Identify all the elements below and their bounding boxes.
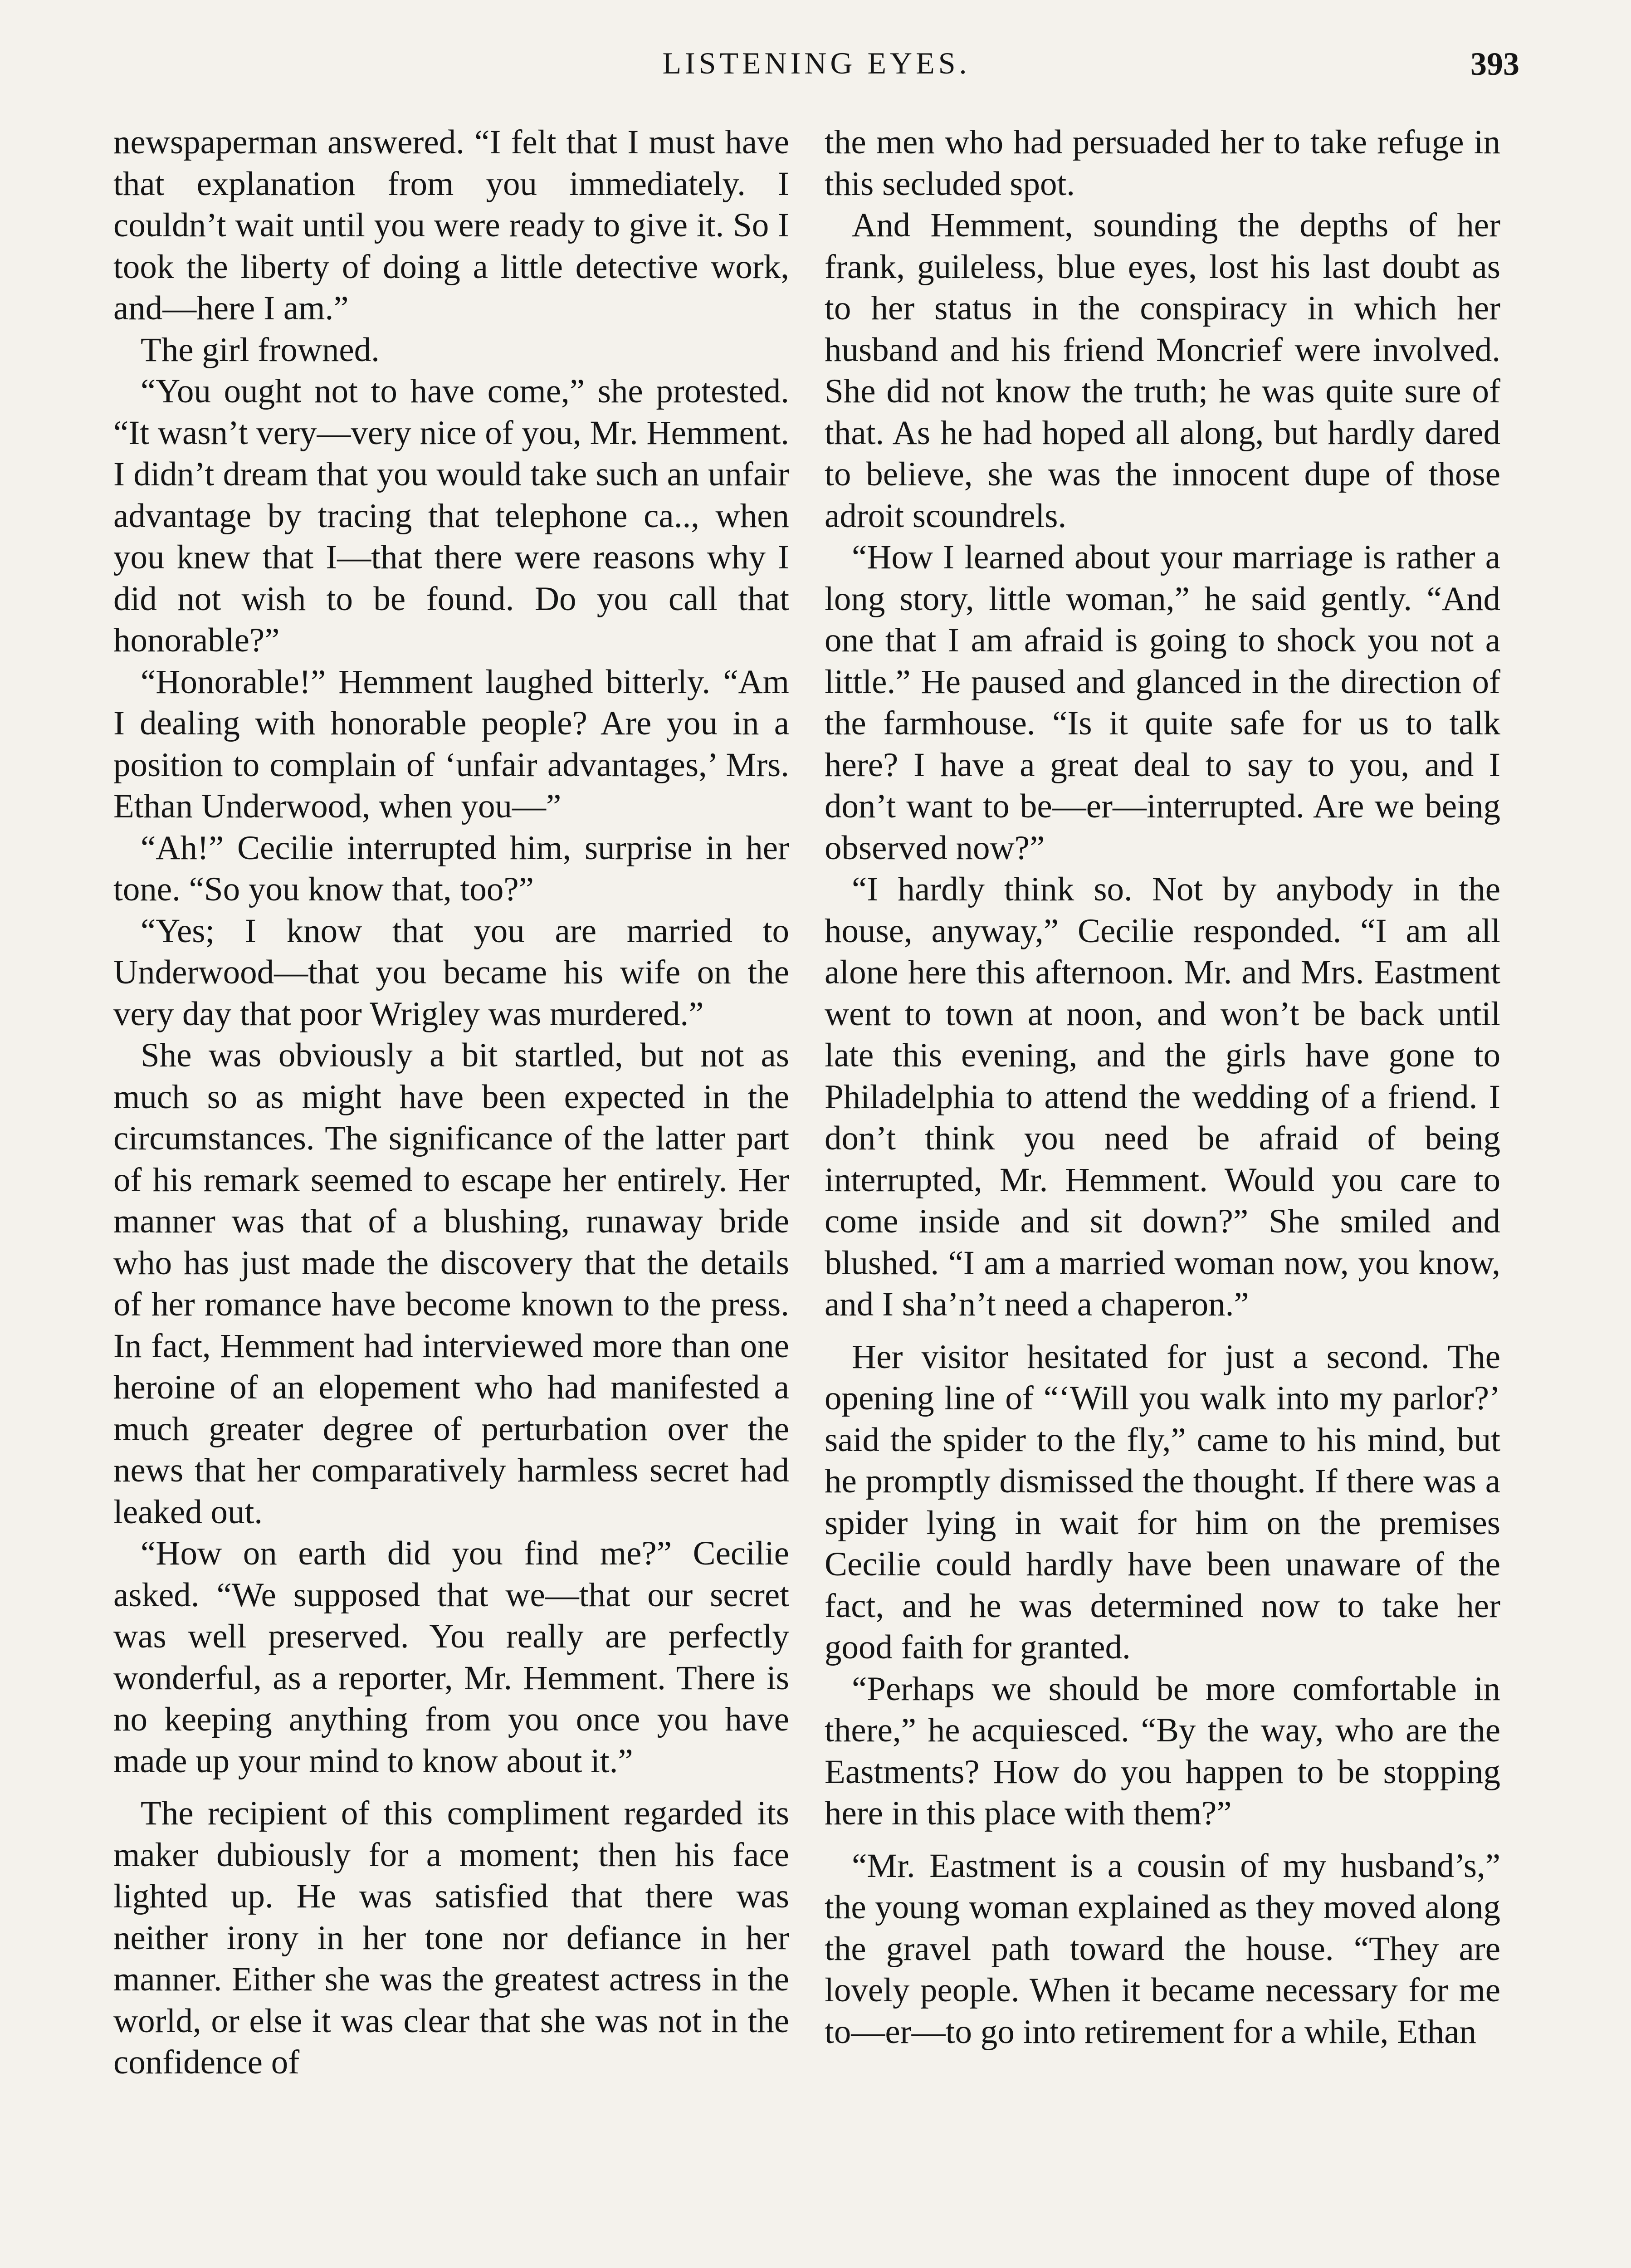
page-header	[113, 45, 1519, 95]
paragraph: “You ought not to have come,” she protested. “It wasn’t very—very nice of you, Mr. Hemment. I didn’t dream that you would take such an unfair advantage by tracing that telephone ca.., when you knew that I—that there were reasons why I did not wish to be found. Do you call that honorable?”	[113, 372, 789, 659]
paragraph: The recipient of this compliment regarded its maker dubiously for a moment; then his face lighted up. He was satisfied that there was neither irony in her tone nor defiance in her manner. Either she was the greatest actress in the world, or else it was clear that she was not in the confidence of	[113, 1794, 789, 2081]
paragraph: the men who had persuaded her to take refuge in this secluded spot.	[825, 123, 1500, 203]
paragraph: The girl frowned.	[141, 331, 380, 369]
paragraph: “I hardly think so. Not by anybody in the house, anyway,” Cecilie responded. “I am all alone here this afternoon. Mr. and Mrs. Eastment went to town at noon, and won’t be back until late this evening, and the girls have gone to Philadelphia to attend the wedding of a friend. I don’t think you need be afraid of being interrupted, Mr. Hemment. Would you care to come inside and sit down?” She smiled and blushed. “I am a married woman now, you know, and I sha’n’t need a chaperon.”	[825, 870, 1500, 1323]
paragraph: “Yes; I know that you are married to Underwood—that you became his wife on the very day that poor Wrigley was murdered.”	[113, 912, 789, 1033]
paragraph: “Ah!” Cecilie interrupted him, surprise in her tone. “So you know that, too?”	[113, 829, 789, 908]
paragraph: newspaperman answered. “I felt that I must have that explanation from you immediately. I couldn’t wait until you were ready to give it. So I took the liberty of doing a little detective work, and—here I am.”	[113, 123, 789, 327]
page-number: 393	[1470, 46, 1519, 82]
paragraph: “How I learned about your marriage is rather a long story, little woman,” he said gently. “And one that I am afraid is going to shock you not a little.” He paused and glanced in the direction of the farmhouse. “Is it quite safe for us to talk here? I have a great deal to say to you, and I don’t want to be—er—interrupted. Are we being observed now?”	[825, 538, 1500, 867]
paragraph: And Hemment, sounding the depths of her frank, guileless, blue eyes, lost his last doubt as to her status in the conspiracy in which her husband and his friend Moncrief were involved. She did not know the truth; he was quite sure of that. As he had hoped all along, but hardly dared to believe, she was the innocent dupe of those adroit scoundrels.	[825, 206, 1500, 535]
paragraph: “Mr. Eastment is a cousin of my husband’s,” the young woman explained as they moved along the gravel path toward the house. “They are lovely people. When it became necessary for me to—er—to go into retirement for a while, Ethan	[825, 1847, 1500, 2051]
right-column	[825, 122, 1500, 2053]
paragraph: She was obviously a bit startled, but not as much so as might have been expected in the circumstances. The significance of the latter part of his remark seemed to escape her entirely. Her manner was that of a blushing, runaway bride who has just made the discovery that the details of her romance have become known to the press. In fact, Hemment had interviewed more than one heroine of an elopement who had manifested a much greater degree of perturbation over the news that her comparatively harmless secret had leaked out.	[113, 1036, 789, 1531]
paragraph: “Perhaps we should be more comfortable in there,” he acquiesced. “By the way, who are the Eastments? How do you happen to be stopping here in this place with them?”	[825, 1670, 1500, 1832]
paragraph: “How on earth did you find me?” Cecilie asked. “We supposed that we—that our secret was well preserved. You really are perfectly wonderful, as a reporter, Mr. Hemment. There is no keeping anything from you once you have made up your mind to know about it.”	[113, 1535, 789, 1780]
running-title: LISTENING EYES.	[662, 46, 971, 80]
left-column	[113, 122, 789, 2083]
paragraph: Her visitor hesitated for just a second. The opening line of “‘Will you walk into my parlor?’ said the spider to the fly,” came to his mind, but he promptly dismissed the thought. If there was a spider lying in wait for him on the premises Cecilie could hardly have been unaware of the fact, and he was determined now to take her good faith for granted.	[825, 1338, 1500, 1666]
paragraph: “Honorable!” Hemment laughed bitterly. “Am I dealing with honorable people? Are you in a position to complain of ‘unfair advantages,’ Mrs. Ethan Underwood, when you—”	[113, 663, 789, 825]
